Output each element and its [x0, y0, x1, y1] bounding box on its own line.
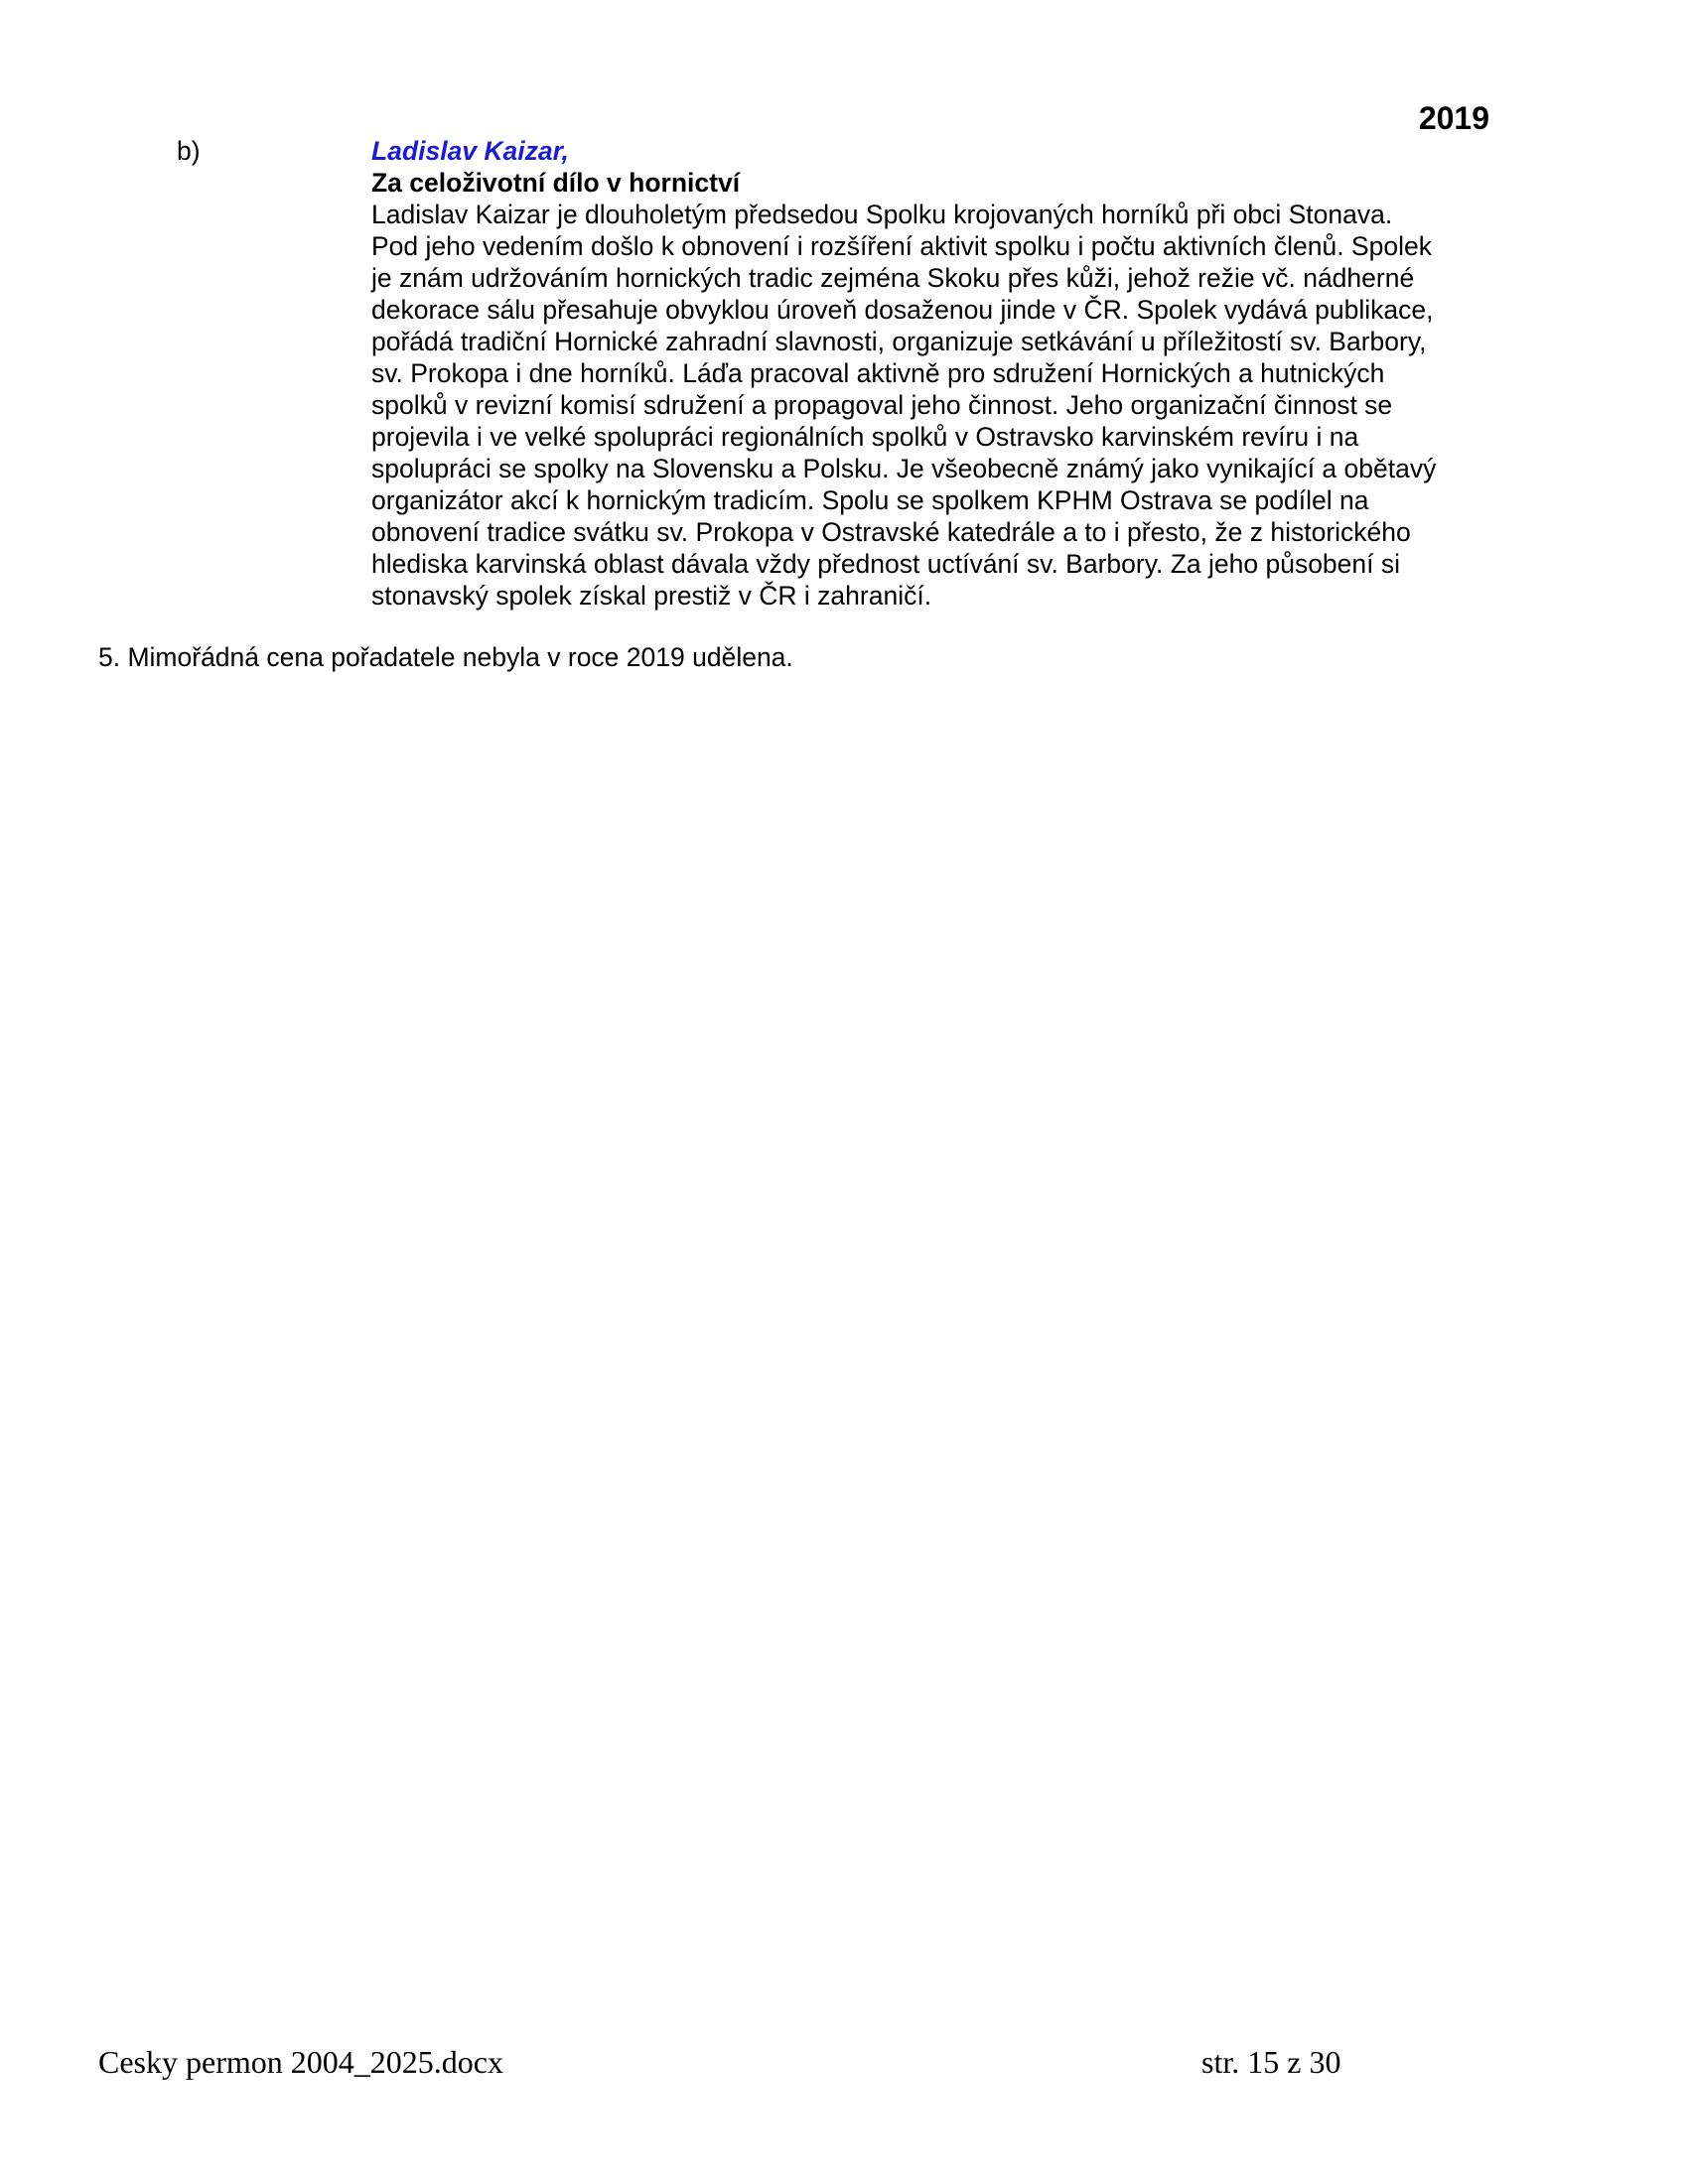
description-line: spolků v revizní komisí sdružení a propagoval jeho činnost. Jeho organizační činnost se: [371, 390, 1393, 420]
description-line: Ladislav Kaizar je dlouholetým předsedou Spolku krojovaných horníků při obci Stonava.: [371, 200, 1393, 229]
footer-filename: Cesky permon 2004_2025.docx: [98, 2044, 503, 2080]
description-line: spolupráci se spolky na Slovensku a Polsku. Je všeobecně známý jako vynikající a obětavý: [371, 454, 1437, 483]
description-line: je znám udržováním hornických tradic zejména Skoku přes kůži, jehož režie vč. nádherné: [371, 263, 1415, 293]
description-line: Pod jeho vedením došlo k obnovení i rozšíření aktivit spolku i počtu aktivních členů. Spolek: [371, 231, 1432, 261]
description-line: hlediska karvinská oblast dávala vždy přednost uctívání sv. Barbory. Za jeho působení si: [371, 549, 1401, 579]
awardee-name: Ladislav Kaizar,: [371, 136, 569, 166]
description-line: projevila i ve velké spolupráci regionálních spolků v Ostravsko karvinském revíru i na: [371, 422, 1359, 452]
closing-note: 5. Mimořádná cena pořadatele nebyla v roce 2019 udělena.: [98, 642, 793, 672]
item-letter: b): [177, 136, 201, 166]
description-line: dekorace sálu přesahuje obvyklou úroveň dosaženou jinde v ČR. Spolek vydává publikace,: [371, 295, 1434, 325]
description-line: stonavský spolek získal prestiž v ČR i zahraničí.: [371, 581, 932, 611]
page-year: 2019: [1418, 100, 1489, 136]
award-description: [371, 199, 1503, 612]
award-category: Za celoživotní dílo v hornictví: [371, 168, 741, 198]
description-line: obnovení tradice svátku sv. Prokopa v Ostravské katedrále a to i přesto, že z historického: [371, 517, 1411, 547]
description-line: organizátor akcí k hornickým tradicím. Spolu se spolkem KPHM Ostrava se podílel na: [371, 485, 1369, 515]
award-entry: [371, 135, 1503, 612]
description-line: pořádá tradiční Hornické zahradní slavnosti, organizuje setkávání u příležitostí sv. Barbory,: [371, 327, 1427, 356]
description-line: sv. Prokopa i dne horníků. Láďa pracoval aktivně pro sdružení Hornických a hutnických: [371, 358, 1385, 388]
footer-page-number: str. 15 z 30: [1201, 2044, 1341, 2080]
